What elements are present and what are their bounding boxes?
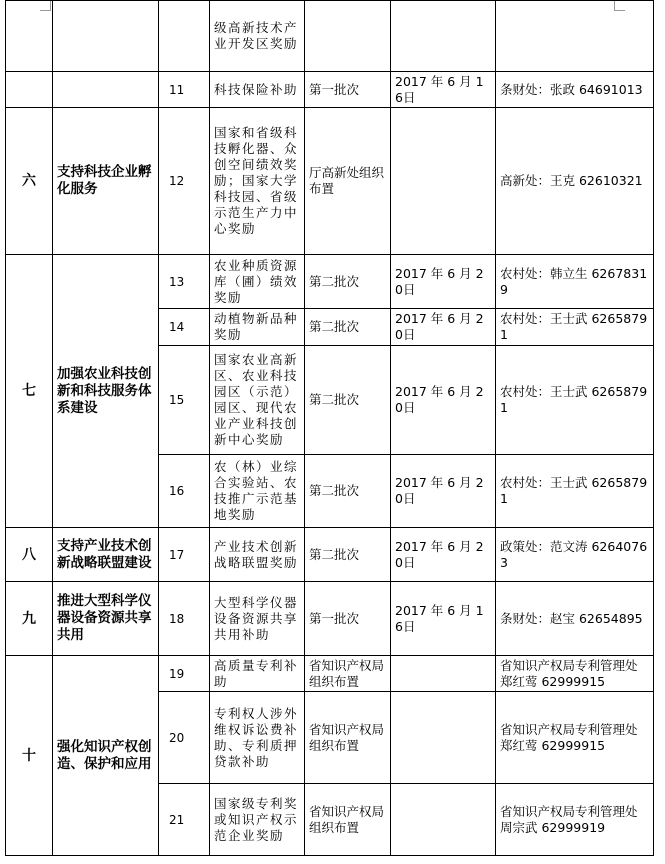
contact-info: 高新处：王克 62610321 xyxy=(496,108,654,255)
deadline-date: 2017 年 6 月 16日 xyxy=(391,72,496,108)
contact-info: 省知识产权局专利管理处周宗武 62999919 xyxy=(496,784,654,856)
contact-info: 农村处：王士武 62658791 xyxy=(496,455,654,528)
deadline-date: 2017 年 6 月 20日 xyxy=(391,255,496,309)
category-number: 十 xyxy=(6,656,53,856)
item-number: 20 xyxy=(159,692,210,784)
category-name-cell xyxy=(53,72,159,108)
project-name: 产业技术创新战略联盟奖励 xyxy=(210,528,305,582)
category-no-cell xyxy=(6,1,53,72)
funding-table xyxy=(5,0,654,856)
batch-label: 省知识产权局组织布置 xyxy=(305,692,391,784)
deadline-date xyxy=(391,108,496,255)
item-number: 15 xyxy=(159,346,210,455)
item-number: 18 xyxy=(159,582,210,656)
batch-label: 第二批次 xyxy=(305,309,391,346)
project-name: 高质量专利补助 xyxy=(210,656,305,692)
project-name: 动植物新品种奖励 xyxy=(210,309,305,346)
item-number-cell xyxy=(159,1,210,72)
project-name: 国家级专利奖或知识产权示范企业奖励 xyxy=(210,784,305,856)
table-row xyxy=(6,656,654,692)
deadline-date: 2017 年 6 月 20日 xyxy=(391,346,496,455)
item-number: 12 xyxy=(159,108,210,255)
table-row xyxy=(6,1,654,72)
project-name: 大型科学仪器设备资源共享共用补助 xyxy=(210,582,305,656)
category-number: 七 xyxy=(6,255,53,528)
category-name: 加强农业科技创新和科技服务体系建设 xyxy=(53,255,159,528)
contact-info: 政策处：范文涛 62640763 xyxy=(496,528,654,582)
contact-info: 农村处：韩立生 62678319 xyxy=(496,255,654,309)
project-name: 国家农业高新区、农业科技园区（示范）园区、现代农业产业科技创新中心奖励 xyxy=(210,346,305,455)
contact-cell xyxy=(496,1,654,72)
deadline-date: 2017 年 6 月 20日 xyxy=(391,528,496,582)
deadline-date: 2017 年 6 月 20日 xyxy=(391,455,496,528)
table-row xyxy=(6,528,654,582)
contact-info: 省知识产权局专利管理处郑红莺 62999915 xyxy=(496,692,654,784)
category-no-cell xyxy=(6,72,53,108)
deadline-date: 2017 年 6 月 20日 xyxy=(391,309,496,346)
deadline-date xyxy=(391,656,496,692)
deadline-date xyxy=(391,692,496,784)
batch-cell xyxy=(305,1,391,72)
item-number: 14 xyxy=(159,309,210,346)
category-name-cell xyxy=(53,1,159,72)
project-name: 农业种质资源库（圃）绩效奖励 xyxy=(210,255,305,309)
batch-label: 第二批次 xyxy=(305,528,391,582)
category-number: 九 xyxy=(6,582,53,656)
item-number: 13 xyxy=(159,255,210,309)
date-cell xyxy=(391,1,496,72)
batch-label: 第二批次 xyxy=(305,255,391,309)
contact-info: 条财处：张政 64691013 xyxy=(496,72,654,108)
contact-info: 省知识产权局专利管理处郑红莺 62999915 xyxy=(496,656,654,692)
batch-label: 第一批次 xyxy=(305,72,391,108)
batch-label: 省知识产权局组织布置 xyxy=(305,784,391,856)
table-row xyxy=(6,582,654,656)
deadline-date: 2017 年 6 月 16日 xyxy=(391,582,496,656)
item-number: 17 xyxy=(159,528,210,582)
table-row xyxy=(6,72,654,108)
project-name: 国家和省级科技孵化器、众创空间绩效奖励；国家大学科技园、省级示范生产力中心奖励 xyxy=(210,108,305,255)
contact-info: 条财处：赵宝 62654895 xyxy=(496,582,654,656)
category-name: 强化知识产权创造、保护和应用 xyxy=(53,656,159,856)
batch-label: 厅高新处组织布置 xyxy=(305,108,391,255)
batch-label: 第一批次 xyxy=(305,582,391,656)
batch-label: 第二批次 xyxy=(305,455,391,528)
batch-label: 第二批次 xyxy=(305,346,391,455)
project-name: 级高新技术产业开发区奖励 xyxy=(210,1,305,72)
contact-info: 农村处：王士武 62658791 xyxy=(496,346,654,455)
item-number: 16 xyxy=(159,455,210,528)
contact-info: 农村处：王士武 62658791 xyxy=(496,309,654,346)
table-row xyxy=(6,255,654,309)
item-number: 11 xyxy=(159,72,210,108)
project-name: 农（林）业综合实验站、农技推广示范基地奖励 xyxy=(210,455,305,528)
category-number: 八 xyxy=(6,528,53,582)
category-name: 支持科技企业孵化服务 xyxy=(53,108,159,255)
item-number: 21 xyxy=(159,784,210,856)
table-row xyxy=(6,108,654,255)
item-number: 19 xyxy=(159,656,210,692)
category-number: 六 xyxy=(6,108,53,255)
category-name: 推进大型科学仪器设备资源共享共用 xyxy=(53,582,159,656)
project-name: 专利权人涉外维权诉讼费补助、专利质押贷款补助 xyxy=(210,692,305,784)
batch-label: 省知识产权局组织布置 xyxy=(305,656,391,692)
category-name: 支持产业技术创新战略联盟建设 xyxy=(53,528,159,582)
project-name: 科技保险补助 xyxy=(210,72,305,108)
deadline-date xyxy=(391,784,496,856)
